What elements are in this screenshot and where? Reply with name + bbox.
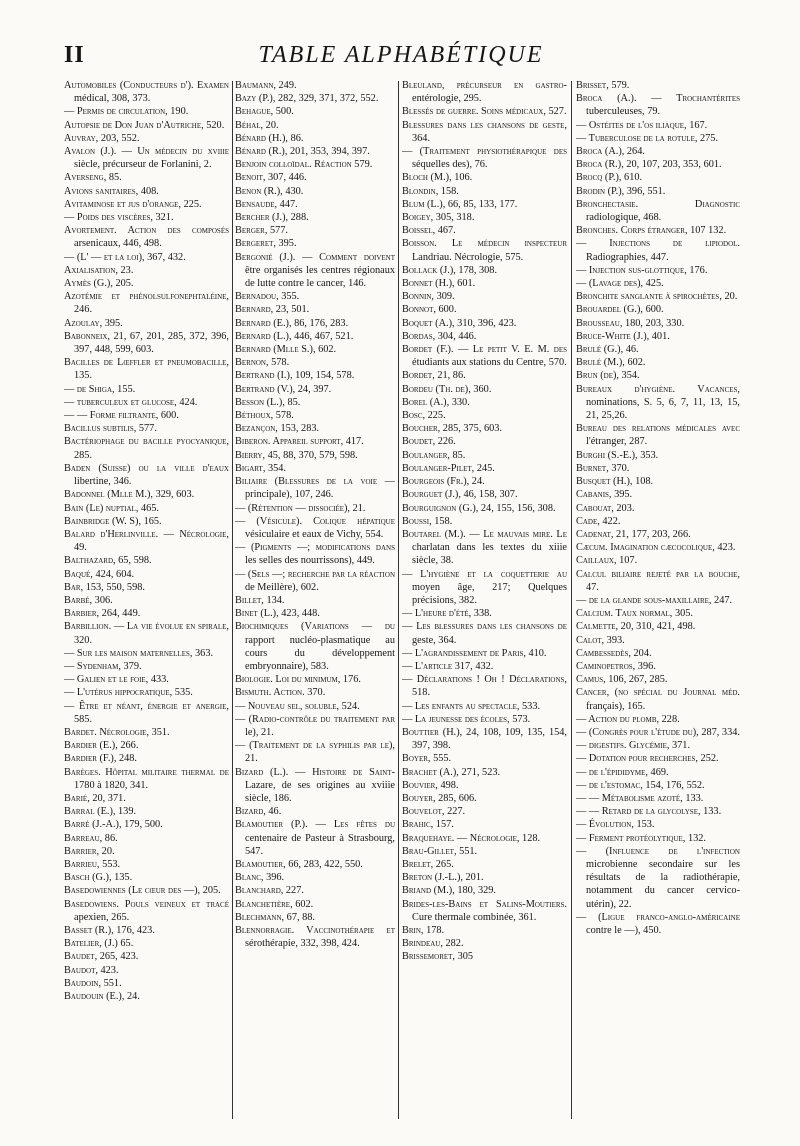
index-entry: Bardier (E.), 266. [64, 740, 139, 752]
index-entry: Calcium. Taux normal, 305. [576, 608, 693, 620]
index-entry: Blanchetière, 602. [235, 898, 314, 910]
index-entry: Avortement. Action des composés arsenicaux, 446, 498. [64, 225, 229, 250]
index-entry: Bierry, 45, 88, 370, 579, 598. [235, 449, 358, 461]
index-entry: Badonnel (Mlle M.), 329, 603. [64, 489, 195, 501]
index-entry: Boulanger-Pilet, 245. [402, 462, 495, 474]
index-entry: Avitaminose et jus d'orange, 225. [64, 198, 202, 210]
index-entry: Biochimiques (Variations — du rapport nucléo-plasmatique au cours du développement embryonnaire), 583. [235, 621, 395, 672]
index-entry: Boutarel (M.). — Le mauvais mire. Le charlatan dans les textes du xiiie siècle, 38. [402, 528, 567, 567]
index-entry: Auvray, 203, 552. [64, 132, 140, 144]
index-entry: Blum (L.), 66, 85, 133, 177. [402, 198, 518, 210]
index-entry: Barbillion. — La vie évolue en spirale, 320. [64, 621, 229, 646]
index-entry: Blechmann, 67, 88. [235, 911, 315, 923]
index-entry: Bernard (L.), 446, 467, 521. [235, 330, 354, 342]
index-entry: — Déclarations ! Oh ! Déclarations, 518. [402, 674, 567, 699]
column-divider [571, 81, 572, 1119]
index-entry: Bénard (H.), 86. [235, 132, 304, 144]
index-entry: Cæcum. Imagination cæcocolique, 423. [576, 542, 736, 554]
index-entry: Berger, 577. [235, 225, 288, 237]
index-entry: Calmette, 20, 310, 421, 498. [576, 621, 696, 633]
index-entry: Brocq (P.), 610. [576, 172, 643, 184]
index-entry: Bosc, 225. [402, 410, 446, 422]
index-entry: Broca (R.), 20, 107, 203, 353, 601. [576, 159, 722, 171]
index-entry: Bollack (J.), 178, 308. [402, 264, 498, 276]
index-entry: Azotémie et phénolsulfonephtaléine, 246. [64, 291, 229, 316]
index-entry: Bizard, 46. [235, 806, 282, 818]
index-entry: Boudet, 226. [402, 436, 456, 448]
index-entry: Calot, 393. [576, 634, 625, 646]
index-entry: Bouvier, 498. [402, 779, 459, 791]
index-entry: — de la glande sous-maxillaire, 247. [576, 594, 733, 606]
column-divider [232, 81, 233, 1119]
index-entry: Cade, 422. [576, 515, 621, 527]
index-entry: Bonnin, 309. [402, 291, 455, 303]
index-entry: Baumann, 249. [235, 80, 297, 91]
index-entry: Babonneix, 21, 67, 201, 285, 372, 396, 397, 448, 599, 603. [64, 330, 229, 356]
index-entry: — — Métabolisme azoté, 133. [576, 792, 704, 804]
index-entry: — Ferment protéolytique, 132. [576, 832, 706, 844]
index-entry: Basset (R.), 176, 423. [64, 925, 155, 936]
index-entry: Blennorragie. Vaccinothérapie et sérothérapie, 332, 398, 424. [235, 925, 395, 950]
index-entry: — (L' — et la loi), 367, 432. [64, 251, 186, 263]
index-entry: Boucher, 285, 375, 603. [402, 423, 503, 435]
index-entry: — Tuberculose de la rotule, 275. [576, 132, 719, 144]
index-entry: Bacilles de Lœffler et pneumobacille, 135. [64, 357, 229, 382]
index-entry: Bardet. Nécrologie, 351. [64, 726, 170, 738]
index-entry: Cambessedès, 204. [576, 647, 652, 659]
index-entry: Azoulay, 395. [64, 317, 123, 329]
column-divider [398, 81, 399, 1119]
index-entry: Bonnot, 600. [402, 304, 457, 316]
index-entry: Bardier (F.), 248. [64, 753, 137, 765]
index-entry: Bénard (R.), 201, 353, 394, 397. [235, 146, 370, 158]
index-entry: Blondin, 158. [402, 185, 459, 197]
index-entry: — Injections de lipiodol. Radiographies, 447. [576, 238, 740, 263]
index-entry: — Nouveau sel, soluble, 524. [235, 700, 360, 712]
index-entry: Bronches. Corps étranger, 107 132. [576, 225, 727, 237]
index-entry: Balard d'Herlinville. — Nécrologie, 49. [64, 528, 229, 554]
index-entry: — Évolution, 153. [576, 819, 655, 831]
index-entry: Barrier, 20. [64, 845, 115, 857]
index-entry: — tuberculeux et glucose, 424. [64, 396, 198, 408]
index-entry: — (Radio-contrôle du traitement par le), 21. [235, 713, 395, 738]
index-entry: — L'utérus hippocratique, 535. [64, 687, 193, 699]
index-entry: Bainbridge (W. S), 165. [64, 515, 162, 527]
index-entry: Bordeu (Th. de), 360. [402, 383, 492, 395]
index-entry: Baqué, 424, 604. [64, 568, 135, 580]
index-entry: Besson (L.), 85. [235, 396, 301, 408]
index-entry: Boyer, 555. [402, 753, 452, 765]
index-entry: — (Vésicule). Colique hépatique vésiculaire et eaux de Vichy, 554. [235, 515, 395, 540]
index-entry: Barré (J.-A.), 179, 500. [64, 819, 163, 831]
index-entry: — L'agrandissement de Paris, 410. [402, 647, 547, 659]
index-entry: — L'heure d'été, 338. [402, 608, 492, 620]
index-entry: Breton (J.-L.), 201. [402, 872, 484, 884]
index-entry: — (Traitement physiothérapique des séquelles des), 76. [402, 146, 567, 171]
index-entry: Bertrand (V.), 24, 397. [235, 383, 332, 395]
index-entry: Bordas, 304, 446. [402, 330, 477, 342]
index-columns [64, 79, 740, 1119]
index-entry: Barbé, 306. [64, 594, 113, 606]
index-entry: Boissel, 467. [402, 225, 456, 237]
index-entry: Bonnet (H.), 601. [402, 278, 476, 290]
index-entry: Boisson. Le médecin inspecteur Landriau. Nécrologie, 575. [402, 238, 567, 263]
index-entry: Cabanis, 395. [576, 489, 633, 501]
index-entry: Averseng, 85. [64, 172, 122, 184]
index-entry: Brachet (A.), 271, 523. [402, 766, 501, 778]
index-entry: Baudouin (E.), 24. [64, 991, 140, 1003]
index-entry: Bernard (E.), 86, 176, 283. [235, 317, 349, 329]
index-entry: Bertrand (I.), 109, 154, 578. [235, 370, 355, 382]
index-entry: Brelet, 265. [402, 858, 454, 870]
index-entry: Bordet, 21, 86. [402, 370, 466, 382]
index-entry: Axialisation, 23. [64, 264, 134, 276]
index-entry: Bernard, 23, 501. [235, 304, 310, 316]
index-entry: — La jeunesse des écoles, 573. [402, 713, 531, 725]
index-entry: — Sur les maison maternelles, 363. [64, 647, 214, 659]
index-entry: — Injection sus-glottique, 176. [576, 264, 708, 276]
index-entry: Bernard (Mlle S.), 602. [235, 344, 337, 356]
index-entry: — Action du plomb, 228. [576, 713, 680, 725]
index-entry: Bourguet (J.), 46, 158, 307. [402, 489, 518, 501]
index-entry: — (Sels —; recherche par la réaction de Meillère), 602. [235, 568, 395, 593]
page-number: II [64, 42, 85, 68]
index-entry: Brissemoret, 305 [402, 951, 474, 963]
index-column-4 [576, 79, 740, 1119]
index-entry: Borel (A.), 330. [402, 396, 470, 408]
index-entry: Bureaux d'hygiène. Vacances, nominations, S. 5, 6, 7, 11, 13, 15, 21, 25,26. [576, 383, 740, 422]
index-entry: Basedowiens. Pouls veineux et tracé apexien, 265. [64, 898, 229, 923]
index-entry: — — Forme filtrante, 600. [64, 410, 179, 422]
index-entry: Biliaire (Blessures de la voie — principale), 107, 246. [235, 476, 395, 501]
index-entry: Brisset, 579. [576, 80, 630, 91]
index-entry: Binet (L.), 423, 448. [235, 608, 320, 620]
index-entry: Billet, 134. [235, 594, 285, 606]
index-entry: Biberon. Appareil support, 417. [235, 436, 364, 448]
index-entry: Caillaux, 107. [576, 555, 638, 567]
index-entry: — de l'estomac, 154, 176, 552. [576, 779, 705, 791]
index-entry: Cancer, (no spécial du Journal méd. français), 165. [576, 687, 740, 712]
index-entry: — (Congrès pour l'étude du), 287, 334. [576, 726, 740, 738]
index-entry: Basedowiennes (Le cœur des —), 205. [64, 885, 221, 897]
index-entry: Brides-les-Bains et Salins-Moutiers. Cure thermale combinée, 361. [402, 898, 567, 923]
index-entry: Blanc, 396. [235, 872, 285, 884]
index-entry: — (Pigments —; modifications dans les selles des nourrissons), 449. [235, 542, 395, 567]
index-entry: Benjoin colloïdal. Réaction 579. [235, 159, 373, 171]
index-entry: Baden (Suisse) ou la ville d'eaux libertine, 346. [64, 462, 229, 488]
index-entry: Bleuland, précurseur en gastro-entérologie, 295. [402, 80, 567, 105]
index-entry: Bordet (F.). — Le petit V. E. M. des étudiants aux stations du Centre, 570. [402, 344, 567, 369]
index-entry: Boulanger, 85. [402, 449, 466, 461]
index-entry: Aymès (G.), 205. [64, 278, 134, 290]
index-entry: Camus, 106, 267, 285. [576, 674, 668, 686]
index-entry: Boigey, 305, 318. [402, 212, 475, 224]
index-entry: Automobiles (Conducteurs d'). Examen médical, 308, 373. [64, 80, 229, 105]
index-entry: Bernadou, 355. [235, 291, 300, 303]
index-entry: Brau-Gillet, 551. [402, 845, 478, 857]
index-entry: — Poids des viscères, 321. [64, 212, 174, 224]
index-entry: Balthazard, 65, 598. [64, 555, 152, 567]
index-entry: Bourguignon (G.), 24, 155, 156, 308. [402, 502, 556, 514]
index-entry: Bureau des relations médicales avec l'étranger, 287. [576, 423, 740, 448]
index-entry: Brin, 178. [402, 925, 445, 936]
index-entry: — Permis de circulation, 190. [64, 106, 189, 118]
running-title: TABLE ALPHABÉTIQUE [258, 42, 544, 68]
index-entry: — (Traitement de la syphilis par le), 21. [235, 740, 395, 765]
index-entry: Baudot, 423. [64, 964, 119, 976]
index-entry: — L'hygiène et la coquetterie au moyen âge, 217; Quelques précisions, 382. [402, 568, 567, 606]
index-entry: Blamoutier, 66, 283, 422, 550. [235, 858, 363, 870]
index-entry: Bazy (P.), 282, 329, 371, 372, 552. [235, 93, 379, 105]
index-entry: Blamoutier (P.). — Les fêtes du centenaire de Pasteur à Strasbourg, 547. [235, 819, 395, 857]
index-entry: Bain (Le) nuptial, 465. [64, 502, 159, 514]
index-column-1 [64, 79, 229, 1119]
index-entry: Blessés de guerre. Soins médicaux, 527. [402, 106, 567, 118]
index-entry: Autopsie de Don Juan d'Autriche, 520. [64, 119, 225, 131]
index-entry: Braquehaye. — Nécrologie, 128. [402, 832, 541, 844]
index-entry: Bigart, 354. [235, 462, 287, 474]
index-entry: Baudet, 265, 423. [64, 951, 139, 963]
index-entry: Brouardel (G.), 600. [576, 304, 664, 316]
index-entry: Bensaude, 447. [235, 198, 298, 210]
index-entry: Bouyer, 285, 606. [402, 792, 477, 804]
index-entry: Bloch (M.), 106. [402, 172, 473, 184]
index-entry: Broca (A.), 264. [576, 146, 645, 158]
index-entry: — Les enfants au spectacle, 533. [402, 700, 541, 712]
index-entry: Barbier, 264, 449. [64, 608, 141, 620]
index-entry: Benon (R.), 430. [235, 185, 304, 197]
index-entry: Bismuth. Action. 370. [235, 687, 326, 699]
index-entry: Bergonié (J.). — Comment doivent être organisés les centres régionaux de lutte contre le cancer, 146. [235, 251, 395, 290]
index-entry: Bacillus subtilis, 577. [64, 423, 157, 435]
index-entry: Bactériophage du bacille pyocyanique, 285. [64, 436, 229, 461]
index-entry: Bercher (J.), 288. [235, 212, 309, 224]
index-entry: Brodin (P.), 396, 551. [576, 185, 666, 197]
index-entry: Brahic, 157. [402, 819, 454, 831]
index-entry: — Galien et le foie, 433. [64, 674, 169, 686]
index-entry: Brun (de), 354. [576, 370, 640, 382]
index-entry: Calcul biliaire rejeté par la bouche, 47. [576, 568, 740, 593]
index-entry: Cadenat, 21, 177, 203, 266. [576, 528, 691, 540]
index-entry: Bizard (L.). — Histoire de Saint-Lazare, de ses origines au xviiie siècle, 186. [235, 766, 395, 804]
index-entry: Boussi, 158. [402, 515, 453, 527]
index-entry: Busquet (H.), 108. [576, 476, 654, 488]
index-column-2 [235, 79, 395, 1119]
index-entry: Bouttier (H.), 24, 108, 109, 135, 154, 397, 398. [402, 726, 567, 752]
index-entry: — Ostéites de l'os iliaque, 167. [576, 119, 708, 131]
index-entry: Blessures dans les chansons de geste, 364. [402, 119, 567, 144]
index-entry: Brulé (M.), 602. [576, 357, 646, 369]
index-entry: Blanchard, 227. [235, 885, 304, 897]
index-entry: Burghi (S.-E.), 353. [576, 449, 659, 461]
index-entry: Bar, 153, 550, 598. [64, 581, 145, 593]
index-entry: Briand (M.), 180, 329. [402, 885, 496, 897]
index-entry: — L'article 317, 432. [402, 660, 494, 672]
index-entry: Bruce-White (J.), 401. [576, 330, 670, 342]
index-entry: Burnet, 370. [576, 462, 630, 474]
index-entry: — (Rétention — dissociée), 21. [235, 502, 366, 514]
index-entry: Béhal, 20. [235, 119, 279, 131]
index-entry: Baudoin, 551. [64, 977, 122, 989]
index-entry: Bouvelot, 227. [402, 806, 466, 818]
index-column-3 [402, 79, 567, 1119]
index-entry: Behague, 500. [235, 106, 294, 118]
index-entry: Béthoux, 578. [235, 410, 294, 422]
index-entry: Brindeau, 282. [402, 938, 464, 950]
index-entry: — Les blessures dans les chansons de geste, 364. [402, 621, 567, 646]
index-entry: Avalon (J.). — Un médecin du xviiie siècle, précurseur de Forlanini, 2. [64, 146, 229, 171]
index-entry: Batelier, (J.) 65. [64, 938, 134, 950]
index-entry: Bronchite sanglante à spirochètes, 20. [576, 291, 738, 303]
index-entry: Benoit, 307, 446. [235, 172, 307, 184]
index-entry: Avions sanitaires, 408. [64, 185, 159, 197]
index-entry: Bronchectasie. Diagnostic radiologique, 468. [576, 198, 740, 224]
index-entry: Biologie. Loi du minimum, 176. [235, 674, 361, 686]
index-entry: — de Shiga, 155. [64, 383, 136, 395]
index-entry: Barrieu, 553. [64, 858, 121, 870]
index-entry: Bourgeois (Fr.), 24. [402, 476, 485, 488]
index-entry: Bergeret, 395. [235, 238, 297, 250]
index-entry: Barèges. Hôpital militaire thermal de 1780 à 1820, 341. [64, 766, 229, 791]
index-entry: — (Lavage des), 425. [576, 278, 664, 290]
index-entry: Boquet (A.), 310, 396, 423. [402, 317, 517, 329]
index-entry: Broca (A.). — Trochantérites tuberculeuses, 79. [576, 93, 740, 118]
page-header [64, 40, 738, 72]
index-entry: Brulé (G.), 46. [576, 344, 639, 356]
index-entry: Caminopetros, 396. [576, 660, 656, 672]
index-entry: — Sydenham, 379. [64, 660, 142, 672]
index-entry: — (Influence de l'infection microbienne secondaire sur les résultats de la radiothérapie, notamment du cancer cervico-utérin), 22. [576, 845, 740, 910]
index-entry: — — Retard de la glycolyse, 133. [576, 806, 722, 818]
index-entry: Barreau, 86. [64, 832, 118, 844]
index-entry: Barral (E.), 139. [64, 806, 137, 818]
index-entry: — Dotation pour recherches, 252. [576, 753, 719, 765]
index-entry: Basch (G.), 135. [64, 872, 133, 884]
index-entry: Brousseau, 180, 203, 330. [576, 317, 685, 329]
index-entry: — Être et néant, énergie et anergie, 585. [64, 700, 229, 725]
index-entry: Bezançon, 153, 283. [235, 423, 320, 435]
index-entry: Cabouat, 203. [576, 502, 635, 514]
index-entry: — (Ligue franco-anglo-américaine contre le —), 450. [576, 911, 740, 936]
index-entry: Bernon, 578. [235, 357, 290, 369]
index-entry: — de l'épididyme, 469. [576, 766, 669, 778]
index-entry: Barié, 20, 371. [64, 792, 126, 804]
index-entry: — digestifs. Glycémie, 371. [576, 740, 691, 752]
